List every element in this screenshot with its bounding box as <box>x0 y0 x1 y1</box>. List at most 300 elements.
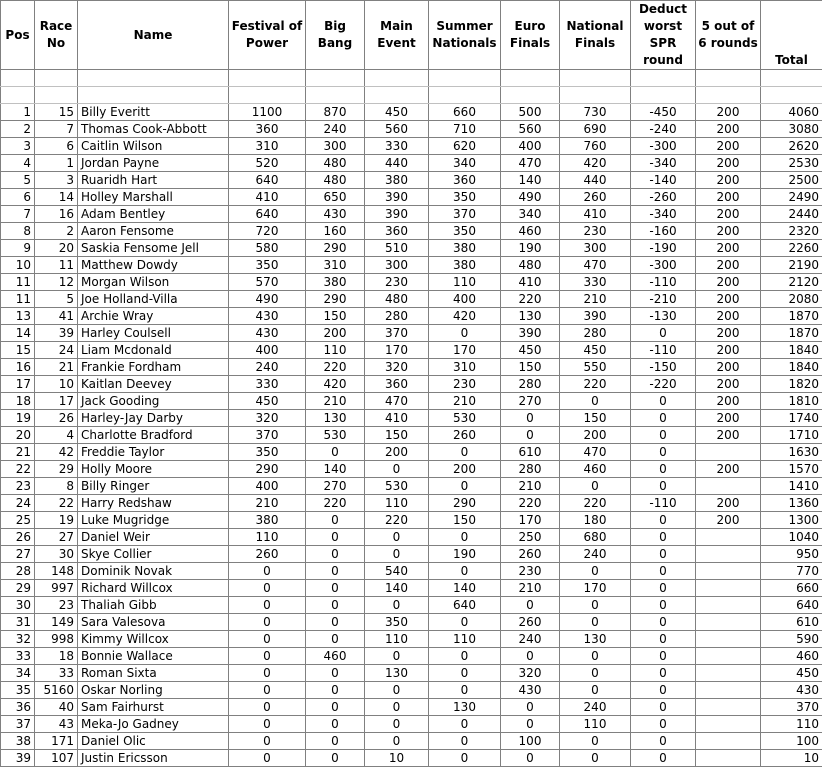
cell-festival-of-power: 0 <box>229 716 306 733</box>
cell-pos: 13 <box>1 308 35 325</box>
cell-euro-finals: 430 <box>501 682 560 699</box>
cell-national-finals: 300 <box>560 240 631 257</box>
cell-deduct-worst: 0 <box>631 325 696 342</box>
cell-pos: 8 <box>1 223 35 240</box>
cell-five-of-six: 200 <box>696 410 761 427</box>
table-row <box>1 495 822 512</box>
cell-name: Daniel Olic <box>78 733 229 750</box>
cell-pos: 20 <box>1 427 35 444</box>
cell-main-event: 170 <box>365 342 429 359</box>
cell-big-bang: 140 <box>306 461 365 478</box>
cell-festival-of-power: 310 <box>229 138 306 155</box>
cell-summer-nationals: 350 <box>429 189 501 206</box>
cell-main-event: 360 <box>365 223 429 240</box>
cell-name: Luke Mugridge <box>78 512 229 529</box>
cell-euro-finals: 460 <box>501 223 560 240</box>
cell-race-no: 4 <box>35 427 78 444</box>
cell-big-bang: 110 <box>306 342 365 359</box>
cell-euro-finals: 480 <box>501 257 560 274</box>
cell-race-no: 20 <box>35 240 78 257</box>
cell-name: Daniel Weir <box>78 529 229 546</box>
cell-total: 1710 <box>761 427 822 444</box>
cell-pos: 11 <box>1 291 35 308</box>
header-row <box>1 1 822 70</box>
cell-deduct-worst: 0 <box>631 716 696 733</box>
cell-summer-nationals: 210 <box>429 393 501 410</box>
cell-festival-of-power: 370 <box>229 427 306 444</box>
cell-five-of-six: 200 <box>696 104 761 121</box>
cell-deduct-worst: 0 <box>631 665 696 682</box>
cell-euro-finals: 410 <box>501 274 560 291</box>
cell-festival-of-power: 290 <box>229 461 306 478</box>
cell-festival-of-power: 0 <box>229 614 306 631</box>
cell-name: Oskar Norling <box>78 682 229 699</box>
cell-euro-finals: 270 <box>501 393 560 410</box>
cell-five-of-six <box>696 597 761 614</box>
cell-deduct-worst: 0 <box>631 427 696 444</box>
cell-festival-of-power: 1100 <box>229 104 306 121</box>
cell-pos: 14 <box>1 325 35 342</box>
cell-five-of-six <box>696 614 761 631</box>
cell-national-finals: 240 <box>560 699 631 716</box>
table-row <box>1 240 822 257</box>
cell-euro-finals: 210 <box>501 580 560 597</box>
cell-pos: 35 <box>1 682 35 699</box>
table-row <box>1 291 822 308</box>
cell-deduct-worst: -220 <box>631 376 696 393</box>
cell-five-of-six: 200 <box>696 155 761 172</box>
cell-race-no: 1 <box>35 155 78 172</box>
cell-race-no: 11 <box>35 257 78 274</box>
cell-festival-of-power: 570 <box>229 274 306 291</box>
cell-euro-finals: 230 <box>501 563 560 580</box>
cell-race-no: 15 <box>35 104 78 121</box>
table-row <box>1 325 822 342</box>
cell-name: Jack Gooding <box>78 393 229 410</box>
cell-deduct-worst: 0 <box>631 461 696 478</box>
cell-national-finals: 0 <box>560 750 631 767</box>
cell-big-bang: 160 <box>306 223 365 240</box>
cell-euro-finals: 260 <box>501 614 560 631</box>
cell-five-of-six: 200 <box>696 223 761 240</box>
cell-total: 2080 <box>761 291 822 308</box>
cell-deduct-worst: 0 <box>631 631 696 648</box>
cell-deduct-worst: 0 <box>631 597 696 614</box>
cell-summer-nationals: 0 <box>429 614 501 631</box>
cell-euro-finals: 170 <box>501 512 560 529</box>
cell-euro-finals: 610 <box>501 444 560 461</box>
cell-big-bang: 210 <box>306 393 365 410</box>
cell-euro-finals: 400 <box>501 138 560 155</box>
cell-main-event: 0 <box>365 699 429 716</box>
cell-euro-finals: 150 <box>501 359 560 376</box>
cell-summer-nationals: 0 <box>429 716 501 733</box>
cell-main-event: 370 <box>365 325 429 342</box>
cell-main-event: 320 <box>365 359 429 376</box>
cell-five-of-six: 200 <box>696 206 761 223</box>
cell-five-of-six: 200 <box>696 393 761 410</box>
cell-total: 610 <box>761 614 822 631</box>
cell-deduct-worst: 0 <box>631 682 696 699</box>
cell-national-finals: 330 <box>560 274 631 291</box>
cell-name: Holly Moore <box>78 461 229 478</box>
cell-big-bang: 0 <box>306 444 365 461</box>
cell-euro-finals: 130 <box>501 308 560 325</box>
cell-summer-nationals: 360 <box>429 172 501 189</box>
cell-race-no: 21 <box>35 359 78 376</box>
cell-national-finals: 460 <box>560 461 631 478</box>
cell-total: 2260 <box>761 240 822 257</box>
cell-euro-finals: 0 <box>501 699 560 716</box>
cell-euro-finals: 0 <box>501 648 560 665</box>
table-row <box>1 342 822 359</box>
header-summer-nationals: Summer Nationals <box>429 1 501 70</box>
cell-name: Meka-Jo Gadney <box>78 716 229 733</box>
cell-name: Harley-Jay Darby <box>78 410 229 427</box>
cell-name: Kaitlan Deevey <box>78 376 229 393</box>
cell-main-event: 440 <box>365 155 429 172</box>
cell-national-finals: 110 <box>560 716 631 733</box>
cell-total: 1300 <box>761 512 822 529</box>
cell-five-of-six: 200 <box>696 376 761 393</box>
cell-national-finals: 210 <box>560 291 631 308</box>
cell-main-event: 350 <box>365 614 429 631</box>
cell-pos: 37 <box>1 716 35 733</box>
cell-festival-of-power: 720 <box>229 223 306 240</box>
header-pos: Pos <box>1 1 35 70</box>
cell-main-event: 10 <box>365 750 429 767</box>
cell-big-bang: 220 <box>306 495 365 512</box>
cell-main-event: 0 <box>365 546 429 563</box>
table-row <box>1 427 822 444</box>
table-row <box>1 206 822 223</box>
cell-summer-nationals: 0 <box>429 325 501 342</box>
cell-pos: 9 <box>1 240 35 257</box>
cell-deduct-worst: 0 <box>631 410 696 427</box>
cell-deduct-worst: 0 <box>631 512 696 529</box>
header-five-of-six: 5 out of 6 rounds <box>696 1 761 70</box>
cell-big-bang: 0 <box>306 529 365 546</box>
table-row <box>1 580 822 597</box>
cell-euro-finals: 500 <box>501 104 560 121</box>
cell-main-event: 0 <box>365 648 429 665</box>
cell-race-no: 39 <box>35 325 78 342</box>
cell-big-bang: 290 <box>306 291 365 308</box>
cell-five-of-six <box>696 478 761 495</box>
cell-deduct-worst: -450 <box>631 104 696 121</box>
cell-main-event: 200 <box>365 444 429 461</box>
cell-main-event: 220 <box>365 512 429 529</box>
table-row <box>1 733 822 750</box>
table-row <box>1 597 822 614</box>
cell-five-of-six: 200 <box>696 274 761 291</box>
cell-race-no: 40 <box>35 699 78 716</box>
cell-total: 1630 <box>761 444 822 461</box>
cell-total: 1870 <box>761 325 822 342</box>
cell-pos: 4 <box>1 155 35 172</box>
cell-deduct-worst: -150 <box>631 359 696 376</box>
cell-five-of-six <box>696 699 761 716</box>
table-row <box>1 716 822 733</box>
cell-race-no: 19 <box>35 512 78 529</box>
cell-race-no: 997 <box>35 580 78 597</box>
cell-main-event: 410 <box>365 410 429 427</box>
cell-euro-finals: 470 <box>501 155 560 172</box>
cell-festival-of-power: 640 <box>229 206 306 223</box>
table-row <box>1 444 822 461</box>
cell-name: Billy Ringer <box>78 478 229 495</box>
cell-total: 1740 <box>761 410 822 427</box>
cell-five-of-six: 200 <box>696 308 761 325</box>
cell-main-event: 140 <box>365 580 429 597</box>
cell-pos: 39 <box>1 750 35 767</box>
cell-total: 110 <box>761 716 822 733</box>
cell-euro-finals: 450 <box>501 342 560 359</box>
cell-pos: 27 <box>1 546 35 563</box>
table-row <box>1 308 822 325</box>
cell-festival-of-power: 350 <box>229 257 306 274</box>
cell-pos: 26 <box>1 529 35 546</box>
cell-pos: 19 <box>1 410 35 427</box>
cell-national-finals: 0 <box>560 682 631 699</box>
table-row <box>1 189 822 206</box>
header-national-finals: National Finals <box>560 1 631 70</box>
cell-pos: 17 <box>1 376 35 393</box>
cell-summer-nationals: 130 <box>429 699 501 716</box>
cell-big-bang: 430 <box>306 206 365 223</box>
cell-name: Charlotte Bradford <box>78 427 229 444</box>
cell-total: 1410 <box>761 478 822 495</box>
cell-big-bang: 0 <box>306 699 365 716</box>
cell-total: 1870 <box>761 308 822 325</box>
cell-deduct-worst: 0 <box>631 614 696 631</box>
cell-summer-nationals: 0 <box>429 682 501 699</box>
cell-big-bang: 240 <box>306 121 365 138</box>
cell-national-finals: 220 <box>560 376 631 393</box>
cell-main-event: 0 <box>365 529 429 546</box>
table-row <box>1 223 822 240</box>
table-row <box>1 138 822 155</box>
cell-total: 2500 <box>761 172 822 189</box>
cell-national-finals: 450 <box>560 342 631 359</box>
cell-main-event: 380 <box>365 172 429 189</box>
table-row <box>1 648 822 665</box>
cell-national-finals: 680 <box>560 529 631 546</box>
table-row <box>1 359 822 376</box>
cell-name: Richard Willcox <box>78 580 229 597</box>
table-row <box>1 410 822 427</box>
table-row <box>1 257 822 274</box>
table-row <box>1 546 822 563</box>
cell-festival-of-power: 0 <box>229 597 306 614</box>
cell-main-event: 0 <box>365 597 429 614</box>
cell-national-finals: 0 <box>560 393 631 410</box>
cell-race-no: 41 <box>35 308 78 325</box>
cell-summer-nationals: 0 <box>429 444 501 461</box>
cell-euro-finals: 280 <box>501 376 560 393</box>
cell-big-bang: 0 <box>306 665 365 682</box>
table-row <box>1 631 822 648</box>
cell-five-of-six: 200 <box>696 291 761 308</box>
cell-deduct-worst: -340 <box>631 206 696 223</box>
cell-festival-of-power: 430 <box>229 325 306 342</box>
cell-national-finals: 230 <box>560 223 631 240</box>
cell-big-bang: 530 <box>306 427 365 444</box>
cell-name: Joe Holland-Villa <box>78 291 229 308</box>
header-main-event: Main Event <box>365 1 429 70</box>
cell-euro-finals: 250 <box>501 529 560 546</box>
cell-national-finals: 410 <box>560 206 631 223</box>
cell-summer-nationals: 190 <box>429 546 501 563</box>
cell-national-finals: 470 <box>560 257 631 274</box>
cell-national-finals: 760 <box>560 138 631 155</box>
cell-national-finals: 260 <box>560 189 631 206</box>
cell-festival-of-power: 0 <box>229 580 306 597</box>
cell-big-bang: 150 <box>306 308 365 325</box>
table-row <box>1 614 822 631</box>
cell-festival-of-power: 0 <box>229 699 306 716</box>
header-race-no: Race No <box>35 1 78 70</box>
cell-total: 450 <box>761 665 822 682</box>
cell-name: Ruaridh Hart <box>78 172 229 189</box>
cell-deduct-worst: -300 <box>631 138 696 155</box>
cell-race-no: 24 <box>35 342 78 359</box>
cell-pos: 16 <box>1 359 35 376</box>
cell-name: Thaliah Gibb <box>78 597 229 614</box>
cell-big-bang: 380 <box>306 274 365 291</box>
cell-national-finals: 170 <box>560 580 631 597</box>
cell-total: 1570 <box>761 461 822 478</box>
cell-big-bang: 460 <box>306 648 365 665</box>
cell-race-no: 29 <box>35 461 78 478</box>
cell-deduct-worst: 0 <box>631 733 696 750</box>
cell-race-no: 22 <box>35 495 78 512</box>
cell-five-of-six: 200 <box>696 121 761 138</box>
cell-five-of-six: 200 <box>696 495 761 512</box>
cell-big-bang: 0 <box>306 546 365 563</box>
cell-main-event: 110 <box>365 631 429 648</box>
cell-race-no: 17 <box>35 393 78 410</box>
cell-total: 590 <box>761 631 822 648</box>
cell-main-event: 0 <box>365 716 429 733</box>
cell-national-finals: 0 <box>560 597 631 614</box>
cell-festival-of-power: 410 <box>229 189 306 206</box>
blank-row <box>1 70 822 87</box>
cell-race-no: 171 <box>35 733 78 750</box>
cell-total: 2620 <box>761 138 822 155</box>
cell-euro-finals: 0 <box>501 750 560 767</box>
cell-pos: 18 <box>1 393 35 410</box>
cell-five-of-six <box>696 648 761 665</box>
cell-deduct-worst: 0 <box>631 478 696 495</box>
cell-summer-nationals: 660 <box>429 104 501 121</box>
cell-total: 430 <box>761 682 822 699</box>
cell-five-of-six <box>696 546 761 563</box>
cell-euro-finals: 100 <box>501 733 560 750</box>
cell-big-bang: 0 <box>306 580 365 597</box>
cell-race-no: 14 <box>35 189 78 206</box>
cell-total: 2530 <box>761 155 822 172</box>
cell-summer-nationals: 0 <box>429 563 501 580</box>
cell-euro-finals: 220 <box>501 495 560 512</box>
cell-euro-finals: 260 <box>501 546 560 563</box>
cell-five-of-six: 200 <box>696 257 761 274</box>
cell-main-event: 150 <box>365 427 429 444</box>
cell-deduct-worst: 0 <box>631 546 696 563</box>
cell-main-event: 540 <box>365 563 429 580</box>
cell-national-finals: 150 <box>560 410 631 427</box>
cell-name: Morgan Wilson <box>78 274 229 291</box>
cell-total: 4060 <box>761 104 822 121</box>
cell-main-event: 560 <box>365 121 429 138</box>
cell-race-no: 107 <box>35 750 78 767</box>
cell-national-finals: 690 <box>560 121 631 138</box>
cell-deduct-worst: 0 <box>631 750 696 767</box>
cell-national-finals: 0 <box>560 733 631 750</box>
cell-festival-of-power: 490 <box>229 291 306 308</box>
cell-deduct-worst: -260 <box>631 189 696 206</box>
cell-summer-nationals: 170 <box>429 342 501 359</box>
cell-pos: 34 <box>1 665 35 682</box>
cell-name: Kimmy Willcox <box>78 631 229 648</box>
cell-festival-of-power: 380 <box>229 512 306 529</box>
cell-total: 950 <box>761 546 822 563</box>
cell-race-no: 148 <box>35 563 78 580</box>
cell-race-no: 998 <box>35 631 78 648</box>
table-row <box>1 750 822 767</box>
cell-festival-of-power: 0 <box>229 631 306 648</box>
cell-festival-of-power: 400 <box>229 342 306 359</box>
cell-total: 770 <box>761 563 822 580</box>
cell-name: Harley Coulsell <box>78 325 229 342</box>
cell-main-event: 0 <box>365 461 429 478</box>
cell-name: Matthew Dowdy <box>78 257 229 274</box>
cell-national-finals: 220 <box>560 495 631 512</box>
cell-deduct-worst: -130 <box>631 308 696 325</box>
cell-summer-nationals: 230 <box>429 376 501 393</box>
cell-festival-of-power: 430 <box>229 308 306 325</box>
cell-main-event: 0 <box>365 733 429 750</box>
cell-total: 1820 <box>761 376 822 393</box>
cell-euro-finals: 490 <box>501 189 560 206</box>
table-row <box>1 478 822 495</box>
cell-pos: 22 <box>1 461 35 478</box>
cell-festival-of-power: 330 <box>229 376 306 393</box>
cell-euro-finals: 220 <box>501 291 560 308</box>
cell-main-event: 0 <box>365 682 429 699</box>
cell-big-bang: 0 <box>306 631 365 648</box>
cell-national-finals: 180 <box>560 512 631 529</box>
cell-national-finals: 0 <box>560 563 631 580</box>
cell-deduct-worst: -110 <box>631 274 696 291</box>
cell-festival-of-power: 640 <box>229 172 306 189</box>
cell-festival-of-power: 210 <box>229 495 306 512</box>
cell-summer-nationals: 620 <box>429 138 501 155</box>
cell-name: Liam Mcdonald <box>78 342 229 359</box>
cell-race-no: 2 <box>35 223 78 240</box>
cell-five-of-six: 200 <box>696 461 761 478</box>
cell-total: 2440 <box>761 206 822 223</box>
cell-main-event: 470 <box>365 393 429 410</box>
cell-national-finals: 730 <box>560 104 631 121</box>
cell-summer-nationals: 0 <box>429 665 501 682</box>
cell-summer-nationals: 380 <box>429 240 501 257</box>
cell-national-finals: 0 <box>560 478 631 495</box>
cell-deduct-worst: -190 <box>631 240 696 257</box>
cell-national-finals: 0 <box>560 614 631 631</box>
cell-name: Jordan Payne <box>78 155 229 172</box>
table-row <box>1 529 822 546</box>
